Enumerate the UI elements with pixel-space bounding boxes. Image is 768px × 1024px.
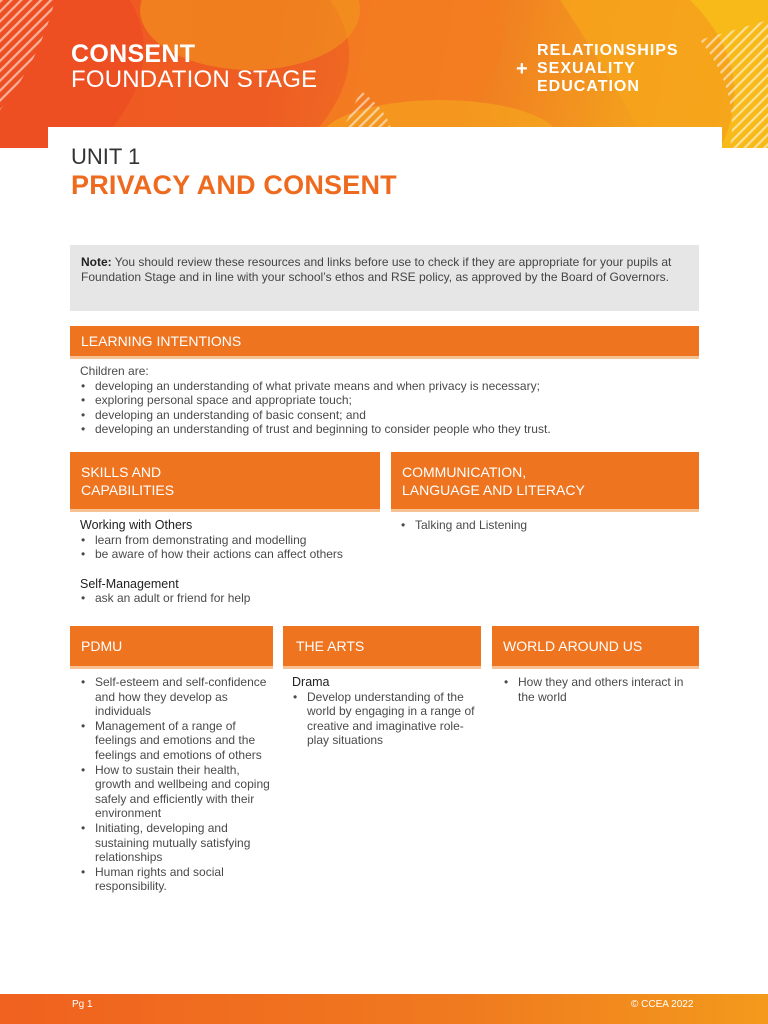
- list-item: • learn from demonstrating and modelling: [80, 533, 380, 548]
- rse-logo-line3: EDUCATION: [537, 78, 640, 95]
- world-list: [503, 675, 693, 704]
- communication-list: [400, 518, 695, 533]
- learning-intentions-heading: [70, 326, 699, 356]
- skills-heading-line2: CAPABILITIES: [81, 481, 175, 498]
- skills-group1-title: Working with Others: [80, 518, 193, 532]
- list-item: • Management of a range of feelings and emotions and the feelings and emotions of others: [80, 719, 270, 763]
- arts-heading-text: THE ARTS: [296, 638, 365, 654]
- skills-group2-title: Self-Management: [80, 576, 179, 591]
- pdmu-body: [80, 675, 270, 894]
- note-lead: Note:: [81, 255, 112, 269]
- list-item: • How to sustain their health, growth and wellbeing and coping safely and efficiently with their environment: [80, 763, 270, 821]
- list-item: • How they and others interact in the world: [503, 675, 693, 704]
- communication-heading-line2: LANGUAGE AND LITERACY: [402, 481, 585, 498]
- copyright: © CCEA 2022: [631, 999, 694, 1010]
- arts-heading: [283, 626, 481, 666]
- page-footer: [0, 994, 768, 1024]
- pdmu-heading: [70, 626, 273, 666]
- learning-intentions-intro: Children are:: [80, 364, 149, 378]
- arts-body: [292, 675, 482, 748]
- list-item: • Human rights and social responsibility.: [80, 865, 270, 894]
- rse-logo-line1: RELATIONSHIPS: [537, 42, 679, 59]
- list-item: • ask an adult or friend for help: [80, 591, 380, 606]
- list-item: • exploring personal space and appropriate touch;: [80, 393, 700, 408]
- arts-sub-title: Drama: [292, 675, 330, 689]
- pdmu-heading-text: PDMU: [81, 638, 123, 654]
- banner-title: CONSENT: [71, 40, 196, 68]
- banner-subtitle: FOUNDATION STAGE: [71, 66, 318, 93]
- unit-label: UNIT 1: [71, 144, 141, 169]
- pdmu-list: [80, 675, 270, 894]
- skills-heading: [70, 452, 380, 509]
- world-body: [503, 675, 693, 704]
- skills-body: [80, 518, 380, 606]
- list-item: • Initiating, developing and sustaining mutually satisfying relationships: [80, 821, 270, 865]
- world-heading: [492, 626, 699, 666]
- learning-intentions-body: [80, 364, 700, 437]
- skills-heading-line1: SKILLS AND: [81, 463, 162, 480]
- communication-body: [400, 518, 695, 533]
- list-item: • developing an understanding of what private means and when privacy is necessary;: [80, 379, 700, 394]
- skills-group1-list: [80, 533, 380, 562]
- learning-intentions-heading-text: LEARNING INTENTIONS: [81, 333, 242, 349]
- list-item: • developing an understanding of basic consent; and: [80, 408, 700, 423]
- note-text: You should review these resources and links before use to check if they are appropriate for your pupils at Foundation Stage and in line with your school’s ethos and RSE policy, as approved by the Board of Governors.: [81, 255, 672, 284]
- world-heading-text: WORLD AROUND US: [503, 638, 643, 654]
- unit-title: PRIVACY AND CONSENT: [71, 170, 397, 200]
- learning-intentions-list: [80, 379, 700, 437]
- list-item: • developing an understanding of trust and beginning to consider people who they trust.: [80, 422, 700, 437]
- list-item: • Develop understanding of the world by engaging in a range of creative and imaginative role-play situations: [292, 690, 482, 748]
- list-item: • be aware of how their actions can affect others: [80, 547, 380, 562]
- list-item: • Talking and Listening: [400, 518, 695, 533]
- note-box: [70, 245, 699, 311]
- skills-group2-list: [80, 591, 380, 606]
- content-card-top: [48, 127, 722, 167]
- rse-logo-line2: SEXUALITY: [537, 60, 636, 77]
- rse-logo-plus: +: [516, 58, 529, 80]
- arts-list: [292, 690, 482, 748]
- list-item: • Self-esteem and self-confidence and how they develop as individuals: [80, 675, 270, 719]
- page-number: Pg 1: [72, 999, 93, 1010]
- header-banner: [0, 0, 768, 148]
- communication-heading: [391, 452, 699, 509]
- communication-heading-line1: COMMUNICATION,: [402, 463, 527, 480]
